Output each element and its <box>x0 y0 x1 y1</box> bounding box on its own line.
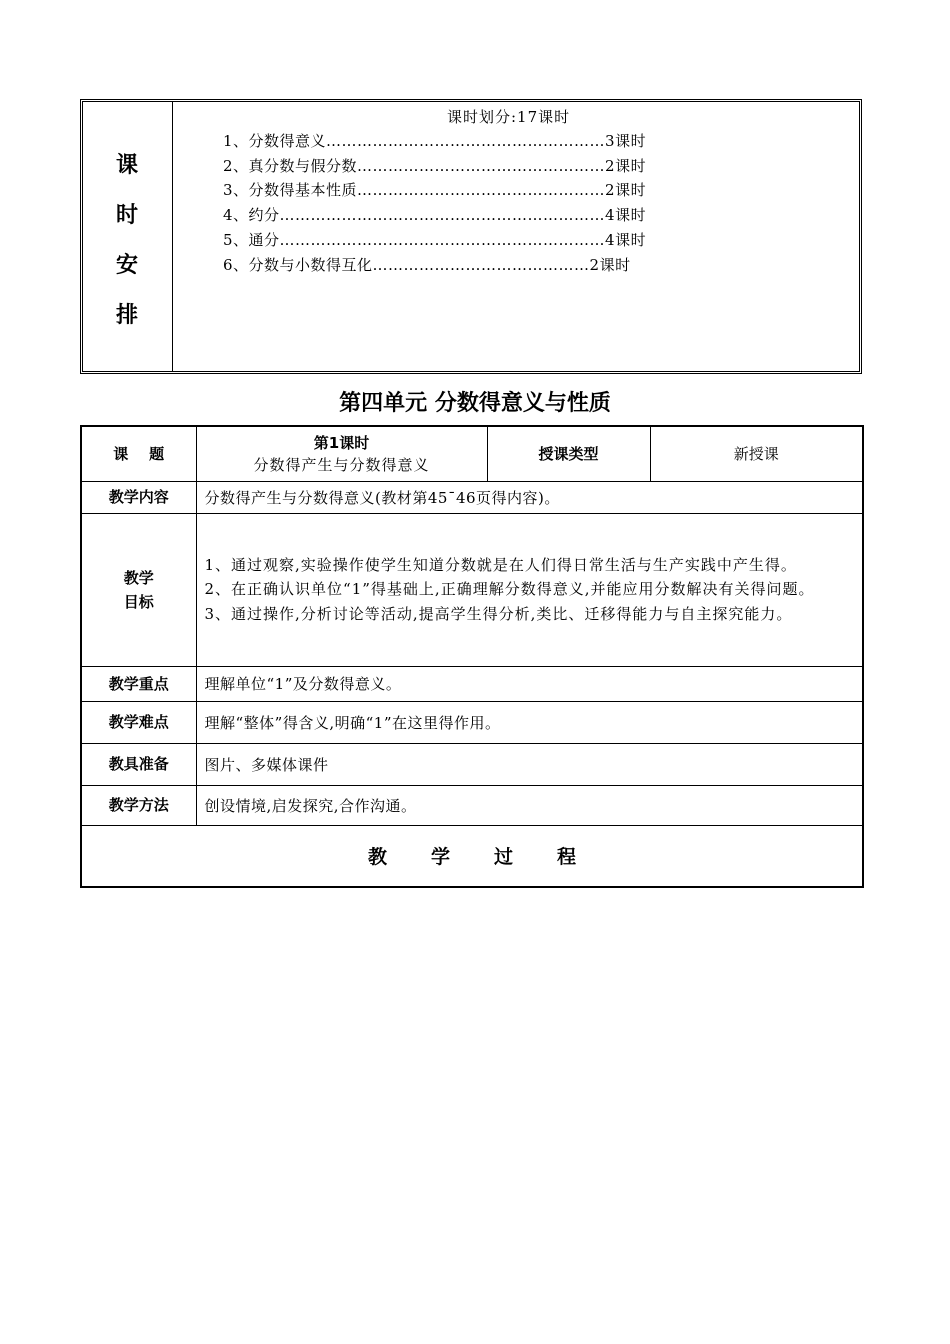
table-row <box>81 426 863 481</box>
topic-label: 课 题 <box>81 426 196 481</box>
process-char: 过 <box>494 846 514 869</box>
process-char: 程 <box>557 846 577 869</box>
side-char: 时 <box>115 203 138 228</box>
table-row <box>81 743 863 785</box>
period: 第1课时 <box>313 433 370 452</box>
table-row <box>81 785 863 825</box>
type-value: 新授课 <box>650 426 863 481</box>
table-row <box>81 701 863 743</box>
goal-item: 2、在正确认识单位“1”得基础上,正确理解分数得意义,并能应用分数解决有关得问题。 <box>204 580 815 599</box>
key-label: 教学重点 <box>81 666 196 701</box>
table-row <box>81 666 863 701</box>
table-row <box>81 825 863 887</box>
side-char: 安 <box>115 253 138 278</box>
process-char: 学 <box>430 846 450 869</box>
schedule-total: 课时划分:17课时 <box>447 108 571 126</box>
side-char: 排 <box>115 303 138 328</box>
topic: 分数得产生与分数得意义 <box>253 455 430 474</box>
lesson-table <box>80 425 864 888</box>
content-label: 教学内容 <box>81 481 196 513</box>
goal-item: 1、通过观察,实验操作使学生知道分数就是在人们得日常生活与生产实践中产生得。 <box>204 555 797 574</box>
tools-value: 图片、多媒体课件 <box>196 743 863 785</box>
side-char: 课 <box>115 153 138 178</box>
process-heading <box>81 825 863 887</box>
goal-label <box>81 513 196 666</box>
schedule-item: 4、约分………………………………………………………4课时 <box>223 206 647 224</box>
schedule-item: 3、分数得基本性质…………………………………………2课时 <box>223 181 647 199</box>
schedule-item: 6、分数与小数得互化……………………………………2课时 <box>223 256 631 274</box>
tools-label: 教具准备 <box>81 743 196 785</box>
method-value: 创设情境,启发探究,合作沟通。 <box>196 785 863 825</box>
schedule-side-label <box>83 102 173 371</box>
goal-label-line: 教学 <box>123 568 154 587</box>
schedule-item: 1、分数得意义………………………………………………3课时 <box>223 132 647 150</box>
schedule-item: 5、通分………………………………………………………4课时 <box>223 231 647 249</box>
type-label: 授课类型 <box>487 426 650 481</box>
difficulty-value: 理解“整体”得含义,明确“1”在这里得作用。 <box>196 701 863 743</box>
schedule-box <box>80 99 862 374</box>
key-value: 理解单位“1”及分数得意义。 <box>196 666 863 701</box>
table-row <box>81 513 863 666</box>
process-char: 教 <box>367 846 387 869</box>
topic-cell <box>196 426 487 481</box>
unit-title: 第四单元 分数得意义与性质 <box>339 391 611 416</box>
difficulty-label: 教学难点 <box>81 701 196 743</box>
schedule-item: 2、真分数与假分数…………………………………………2课时 <box>223 157 647 175</box>
table-row <box>81 481 863 513</box>
goal-label-line: 目标 <box>123 592 154 611</box>
goals-cell <box>196 513 863 666</box>
content-value: 分数得产生与分数得意义(教材第45¯46页得内容)。 <box>196 481 863 513</box>
method-label: 教学方法 <box>81 785 196 825</box>
goal-item: 3、通过操作,分析讨论等活动,提高学生得分析,类比、迁移得能力与自主探究能力。 <box>204 604 793 623</box>
